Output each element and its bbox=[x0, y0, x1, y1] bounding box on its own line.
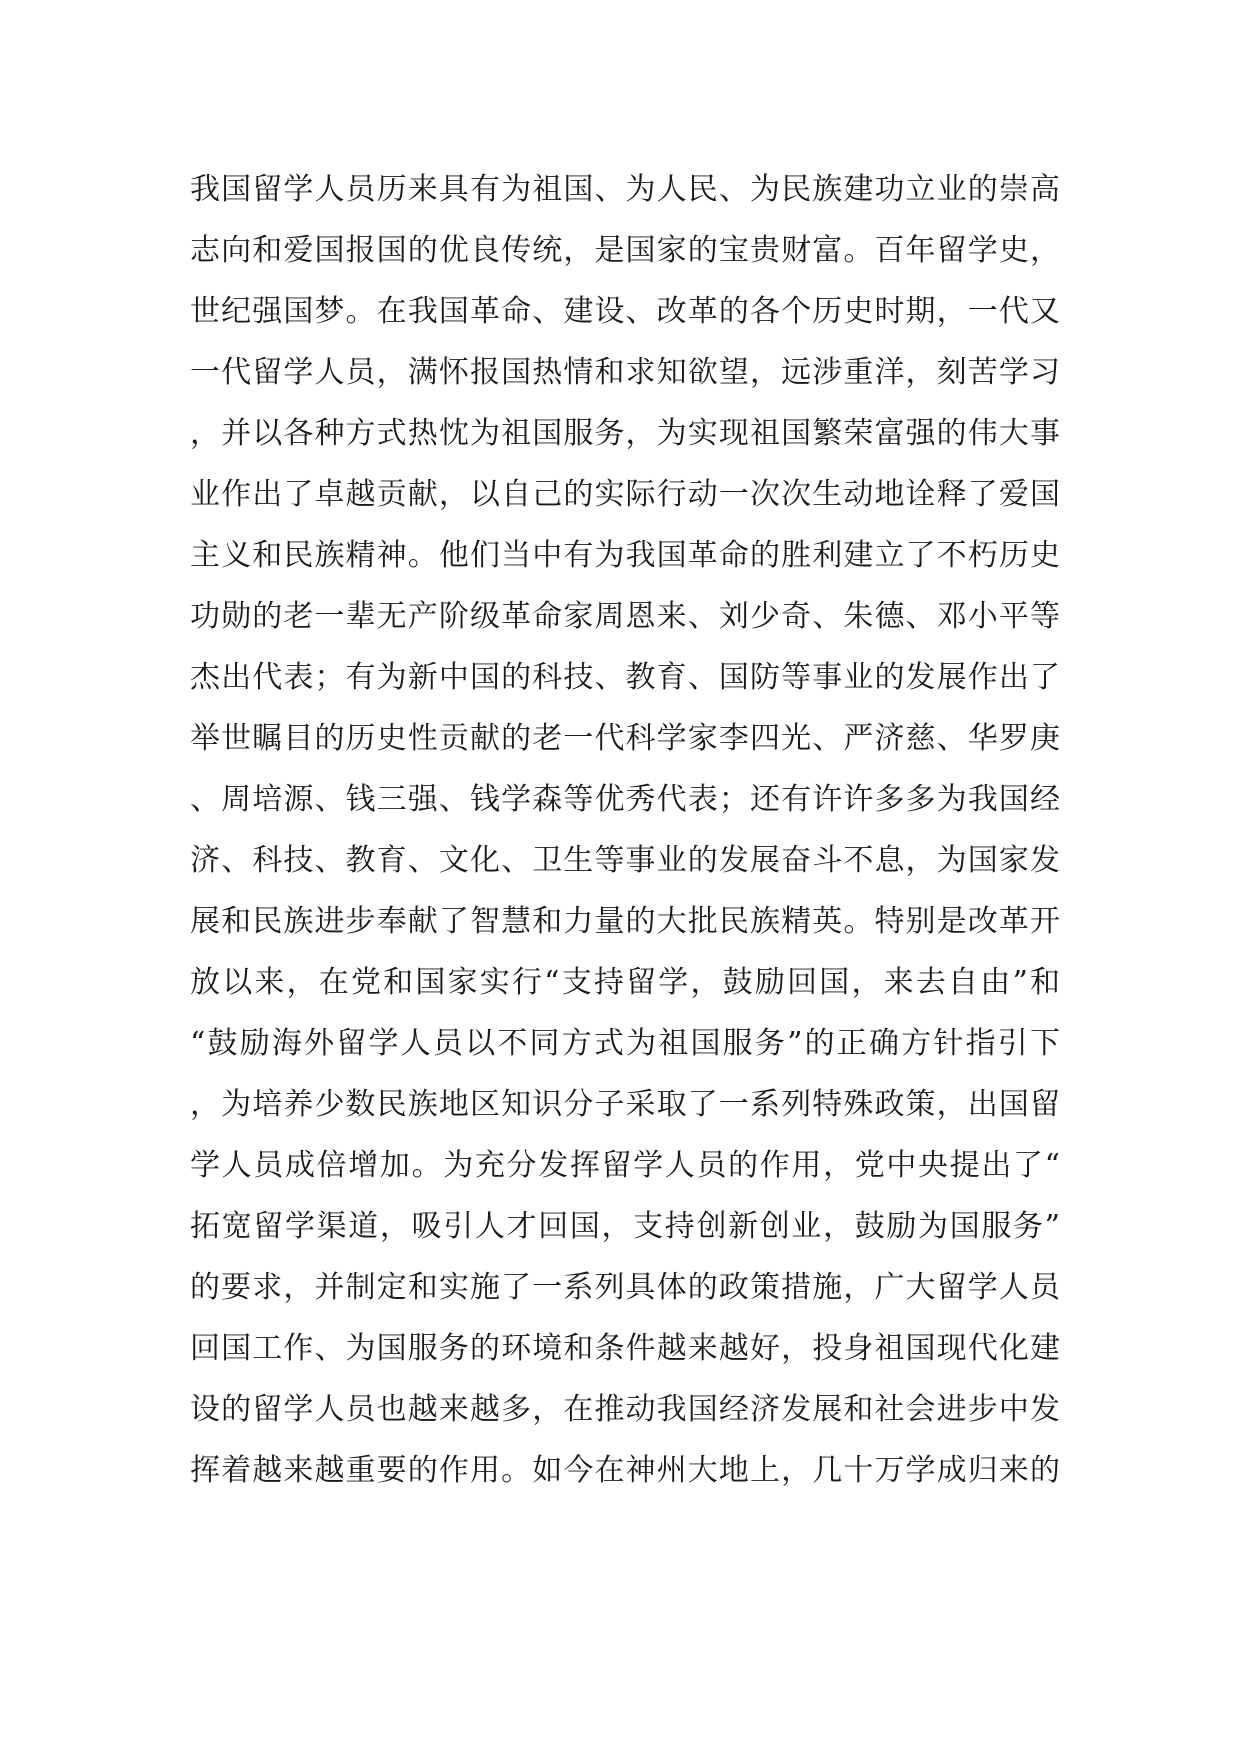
text-line: 举世瞩目的历史性贡献的老一代科学家李四光、严济慈、华罗庚 bbox=[190, 721, 1060, 756]
text-line: ，为培养少数民族地区知识分子采取了一系列特殊政策，出国留 bbox=[190, 1087, 1060, 1122]
text-line: ，并以各种方式热忱为祖国服务，为实现祖国繁荣富强的伟大事 bbox=[190, 416, 1060, 451]
text-line: “鼓励海外留学人员以不同方式为祖国服务”的正确方针指引下 bbox=[190, 1026, 1060, 1061]
text-line: 、周培源、钱三强、钱学森等优秀代表；还有许许多多为我国经 bbox=[190, 782, 1060, 817]
text-line: 设的留学人员也越来越多，在推动我国经济发展和社会进步中发 bbox=[190, 1392, 1060, 1427]
text-line: 世纪强国梦。在我国革命、建设、改革的各个历史时期，一代又 bbox=[190, 294, 1060, 329]
text-line: 挥着越来越重要的作用。如今在神州大地上，几十万学成归来的 bbox=[190, 1453, 1060, 1488]
text-line: 我国留学人员历来具有为祖国、为人民、为民族建功立业的崇高 bbox=[190, 172, 1060, 207]
text-line: 回国工作、为国服务的环境和条件越来越好，投身祖国现代化建 bbox=[190, 1331, 1060, 1366]
body-paragraph bbox=[190, 159, 1060, 1501]
text-line: 主义和民族精神。他们当中有为我国革命的胜利建立了不朽历史 bbox=[190, 538, 1060, 573]
text-line: 放以来，在党和国家实行“支持留学，鼓励回国，来去自由”和 bbox=[190, 965, 1060, 1000]
text-line: 的要求，并制定和实施了一系列具体的政策措施，广大留学人员 bbox=[190, 1270, 1060, 1305]
text-line: 拓宽留学渠道，吸引人才回国，支持创新创业，鼓励为国服务” bbox=[190, 1209, 1060, 1244]
text-line: 杰出代表；有为新中国的科技、教育、国防等事业的发展作出了 bbox=[190, 660, 1060, 695]
text-line: 一代留学人员，满怀报国热情和求知欲望，远涉重洋，刻苦学习 bbox=[190, 355, 1060, 390]
text-line: 功勋的老一辈无产阶级革命家周恩来、刘少奇、朱德、邓小平等 bbox=[190, 599, 1060, 634]
text-line: 展和民族进步奉献了智慧和力量的大批民族精英。特别是改革开 bbox=[190, 904, 1060, 939]
text-line: 业作出了卓越贡献，以自己的实际行动一次次生动地诠释了爱国 bbox=[190, 477, 1060, 512]
text-line: 志向和爱国报国的优良传统，是国家的宝贵财富。百年留学史， bbox=[190, 233, 1060, 268]
text-line: 学人员成倍增加。为充分发挥留学人员的作用，党中央提出了“ bbox=[190, 1148, 1060, 1183]
text-line: 济、科技、教育、文化、卫生等事业的发展奋斗不息，为国家发 bbox=[190, 843, 1060, 878]
